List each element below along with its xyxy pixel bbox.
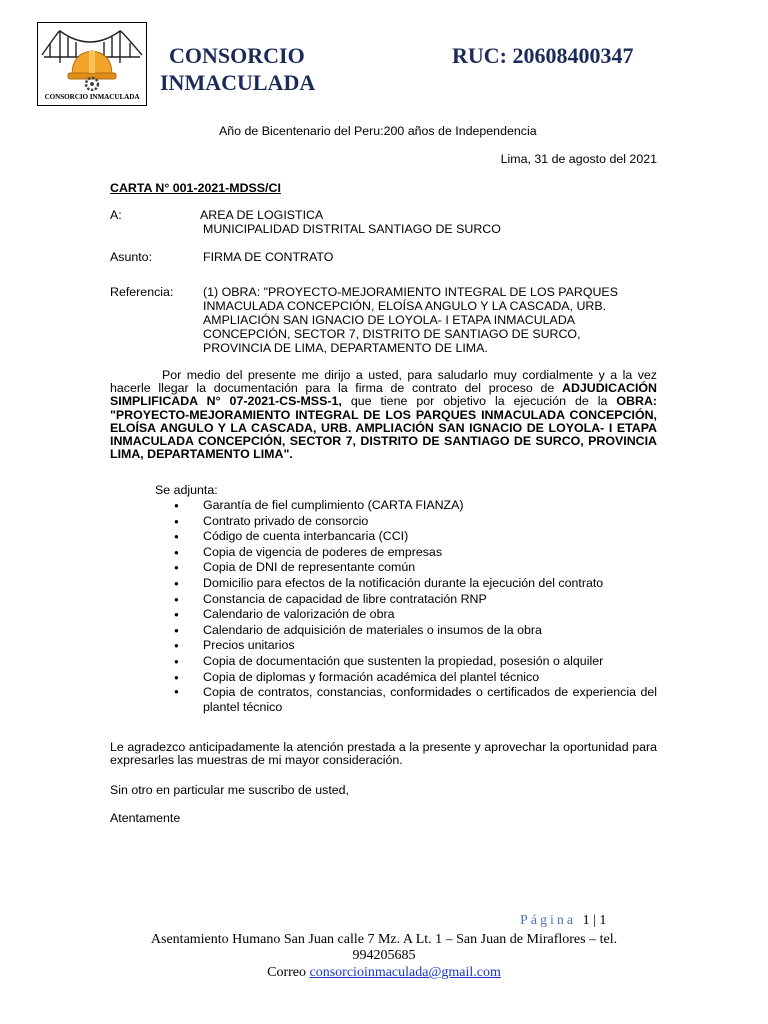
reference-line: CONCEPCIÓN, SECTOR 7, DISTRITO DE SANTIAGO DE SURCO, bbox=[203, 327, 581, 341]
year-motto: Año de Bicentenario del Peru:200 años de Independencia bbox=[219, 124, 537, 138]
reference-text bbox=[203, 285, 618, 355]
company-name-line2: INMACULADA bbox=[160, 70, 316, 95]
letter-number: CARTA N° 001-2021-MDSS/CI bbox=[110, 181, 281, 195]
company-name-line1: CONSORCIO bbox=[169, 43, 305, 68]
footer-address-line1: Asentamiento Humano San Juan calle 7 Mz. A Lt. 1 – San Juan de Miraflores – tel. bbox=[150, 932, 618, 947]
reference-line: PROVINCIA DE LIMA, DEPARTAMENTO DE LIMA. bbox=[203, 341, 488, 355]
attachments-list bbox=[174, 498, 657, 714]
footer-email-line bbox=[110, 965, 658, 981]
logo-caption: CONSORCIO INMACULADA bbox=[44, 93, 140, 101]
subject-value: FIRMA DE CONTRATO bbox=[203, 250, 334, 264]
email-link[interactable]: consorcioinmaculada@gmail.com bbox=[309, 965, 501, 980]
reference-line: (1) OBRA: "PROYECTO-MEJORAMIENTO INTEGRAL DE LOS PARQUES bbox=[203, 285, 618, 299]
list-item: ● Copia de diplomas y formación académica del plantel técnico bbox=[174, 670, 657, 686]
list-item: ● Precios unitarios bbox=[174, 638, 657, 654]
page-indicator bbox=[520, 913, 606, 929]
reference-line: AMPLIACIÓN SAN IGNACIO DE LOYOLA- I ETAPA INMACULADA bbox=[203, 313, 576, 327]
addressee-line1: AREA DE LOGISTICA bbox=[200, 208, 324, 222]
page-label: Página bbox=[520, 913, 577, 928]
attachments-intro: Se adjunta: bbox=[155, 483, 218, 497]
closing-line: Sin otro en particular me suscribo de usted, bbox=[110, 783, 349, 797]
bridge-helmet-icon bbox=[38, 23, 146, 91]
reference-line: INMACULADA CONCEPCIÓN, ELOÍSA ANGULO Y LA CASCADA, URB. bbox=[203, 299, 607, 313]
list-item: ● Domicilio para efectos de la notificación durante la ejecución del contrato bbox=[174, 576, 657, 592]
page-number: 1 | 1 bbox=[582, 913, 607, 928]
closing-paragraph: Le agradezco anticipadamente la atención prestada a la presente y aprovechar la oportunidad para expresarles las muestras de mi mayor consideración. bbox=[110, 740, 657, 768]
project-name: OBRA: "PROYECTO-MEJORAMIENTO INTEGRAL DE LOS PARQUES INMACULADA CONCEPCIÓN, ELOÍSA ANGULO Y LA CASCADA, URB. AMPLIACIÓN SAN IGNACIO DE LOYOLA- I ETAPA INMACULADA CONCEPCIÓN, SECTOR 7, DISTRITO DE SANTIAGO DE SURCO, PROVINCIA LIMA, DEPARTAMENTO LIMA". bbox=[110, 394, 658, 462]
email-label: Correo bbox=[267, 965, 307, 980]
list-item: ● Copia de DNI de representante común bbox=[174, 560, 657, 576]
list-item: ● Copia de vigencia de poderes de empresas bbox=[174, 545, 657, 561]
body-text: Por medio del presente me dirijo a usted, para saludarlo muy cordialmente y a la vez hacerle llegar la documentación para la firma de contrato del proceso de bbox=[110, 368, 657, 396]
company-ruc: RUC: 20608400347 bbox=[452, 43, 634, 68]
list-item: ● Contrato privado de consorcio bbox=[174, 514, 657, 530]
list-item: ● Código de cuenta interbancaria (CCI) bbox=[174, 529, 657, 545]
subject-label: Asunto: bbox=[110, 250, 153, 264]
reference-label: Referencia: bbox=[110, 285, 174, 299]
footer-address-line2: 994205685 bbox=[352, 948, 416, 963]
company-logo bbox=[37, 22, 147, 106]
letter-date: Lima, 31 de agosto del 2021 bbox=[500, 152, 657, 166]
list-item: ● Calendario de valorización de obra bbox=[174, 607, 657, 623]
list-item: ● Copia de documentación que sustenten la propiedad, posesión o alquiler bbox=[174, 654, 657, 670]
addressee-line2: MUNICIPALIDAD DISTRITAL SANTIAGO DE SURCO bbox=[203, 222, 501, 236]
signoff: Atentamente bbox=[110, 811, 181, 825]
list-item: ● Garantía de fiel cumplimiento (CARTA FIANZA) bbox=[174, 498, 657, 514]
addressee-label: A: bbox=[110, 208, 122, 222]
process-name: ADJUDICACIÓN SIMPLIFICADA N° 07-2021-CS-MSS-1, bbox=[110, 381, 657, 409]
body-text: que tiene por objetivo la ejecución de la bbox=[341, 394, 617, 409]
list-item: ● Calendario de adquisición de materiales o insumos de la obra bbox=[174, 623, 657, 639]
list-item: ● Copia de contratos, constancias, conformidades o certificados de experiencia del plantel técnico bbox=[174, 685, 657, 714]
list-item: ● Constancia de capacidad de libre contratación RNP bbox=[174, 592, 657, 608]
body-paragraph bbox=[110, 369, 657, 461]
